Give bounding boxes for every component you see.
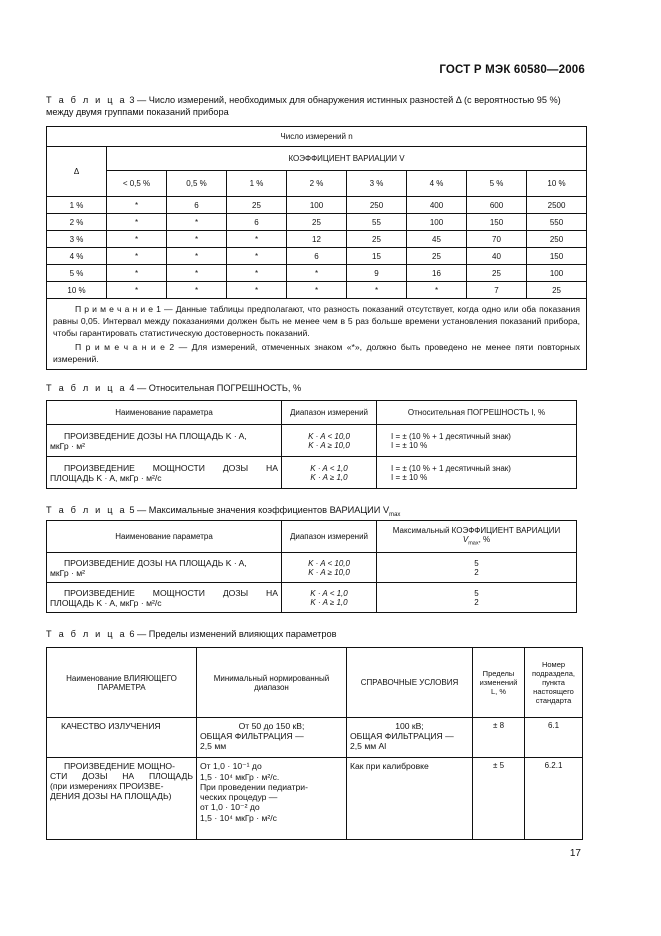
table3 [46, 126, 587, 370]
table4-header-error: Относительная ПОГРЕШНОСТЬ I, % [377, 401, 577, 425]
page-number: 17 [569, 848, 581, 859]
table-row: 2 % * * 6 25 55 100 150 550 [47, 214, 587, 231]
table-row: ПРОИЗВЕДЕНИЕ МОЩНОСТИ ДОЗЫ НА ПЛОЩАДЬ K · A, мкГр · м²/с K · A < 1,0 K · A ≥ 1,0 5 2 [47, 583, 577, 613]
table-row: ПРОИЗВЕДЕНИЕ ДОЗЫ НА ПЛОЩАДЬ K · A, мкГр · м² K · A < 10,0 K · A ≥ 10,0 I = ± (10 % + 1 десятичный знак) I = ± 10 % [47, 425, 577, 457]
table3-col-header: 10 % [527, 171, 587, 197]
table3-col-header: 3 % [347, 171, 407, 197]
table3-col-header: 2 % [287, 171, 347, 197]
table3-coef-header: КОЭФФИЦИЕНТ ВАРИАЦИИ V [107, 147, 587, 171]
table6-header-range: Минимальный нормированный диапазон [197, 648, 347, 718]
table-row: 5 % * * * * 9 16 25 100 [47, 265, 587, 282]
table4-header-range: Диапазон измерений [282, 401, 377, 425]
table6-caption: Т а б л и ц а 6 — Пределы изменений влияющих параметров [46, 629, 337, 639]
table3-note1: П р и м е ч а н и е 1 — Данные таблицы предполагают, что разность показаний отсутствует, когда одно или оба показания равны 0,05. Интервал между показаниями должен быть не менее чем в 5 раз больше времени установления показаний прибора, чтобы гарантировать статистическую достоверность показаний. [53, 304, 581, 338]
standard-header: ГОСТ Р МЭК 60580—2006 [439, 64, 585, 76]
table3-caption: Т а б л и ц а 3 — Число измерений, необходимых для обнаружения истинных разностей Δ (с вероятностью 95 %) между двумя группами показаний прибора [46, 95, 561, 117]
table5-caption: Т а б л и ц а 5 — Максимальные значения коэффициентов ВАРИАЦИИ $V_{max}$ [46, 505, 401, 518]
table5-header-coef: Максимальный КОЭФФИЦИЕНТ ВАРИАЦИИ $V_{max}$, % [377, 521, 577, 553]
table-row: 1 % * 6 25 100 250 400 600 2500 [47, 197, 587, 214]
table3-col-header: 1 % [227, 171, 287, 197]
table5-header-name: Наименование параметра [47, 521, 282, 553]
table-row: 3 % * * * 12 25 45 70 250 [47, 231, 587, 248]
table6 [46, 647, 583, 840]
table3-col-header: 4 % [407, 171, 467, 197]
table-row: 10 % * * * * * * 7 25 [47, 282, 587, 299]
table3-delta-header: Δ [47, 147, 107, 197]
table3-col-header: 0,5 % [167, 171, 227, 197]
table4-header-name: Наименование параметра [47, 401, 282, 425]
table-row: ПРОИЗВЕДЕНИЕ МОЩНО- СТИ ДОЗЫ НА ПЛОЩАДЬ (при измерениях ПРОИЗВЕ- ДЕНИЯ ДОЗЫ НА ПЛОЩАДЬ) От 1,0 · 10⁻¹ до 1,5 · 10⁴ мкГр · м²/с. При проведении педиатри- ческих процедур — от 1,0 · 10⁻² до 1,5 · 10⁴ мкГр · м²/с Как при калибровке ± 5 6.2.1 [47, 758, 583, 840]
table3-column-headers [47, 171, 587, 197]
table6-header-ref: СПРАВОЧНЫЕ УСЛОВИЯ [347, 648, 473, 718]
table3-note2: П р и м е ч а н и е 2 — Для измерений, отмеченных знаком «*», должно быть проведено не менее пяти повторных измерений. [53, 342, 581, 364]
table3-col-header: < 0,5 % [107, 171, 167, 197]
table3-notes [47, 299, 587, 370]
table6-header-section: Номер подраздела, пункта настоящего стандарта [525, 648, 583, 718]
table-row: ПРОИЗВЕДЕНИЕ МОЩНОСТИ ДОЗЫ НА ПЛОЩАДЬ K · A, мкГр · м²/с K · A < 1,0 K · A ≥ 1,0 I = ± (10 % + 1 десятичный знак) I = ± 10 % [47, 457, 577, 489]
table3-group-header: Число измерений n [47, 127, 587, 147]
table4 [46, 400, 577, 489]
table5-header-range: Диапазон измерений [282, 521, 377, 553]
table3-col-header: 5 % [467, 171, 527, 197]
table5 [46, 520, 577, 613]
table6-header-name: Наименование ВЛИЯЮЩЕГО ПАРАМЕТРА [47, 648, 197, 718]
table6-header-limits: Пределы изменений L, % [473, 648, 525, 718]
table-row: ПРОИЗВЕДЕНИЕ ДОЗЫ НА ПЛОЩАДЬ K · A, мкГр · м² K · A < 10,0 K · A ≥ 10,0 5 2 [47, 553, 577, 583]
table4-caption: Т а б л и ц а 4 — Относительная ПОГРЕШНОСТЬ, % [46, 383, 302, 393]
table-row: КАЧЕСТВО ИЗЛУЧЕНИЯ От 50 до 150 кВ; ОБЩАЯ ФИЛЬТРАЦИЯ — 2,5 мм 100 кВ; ОБЩАЯ ФИЛЬТРАЦИЯ — 2,5 мм Al ± 8 6.1 [47, 718, 583, 758]
table-row: 4 % * * * 6 15 25 40 150 [47, 248, 587, 265]
